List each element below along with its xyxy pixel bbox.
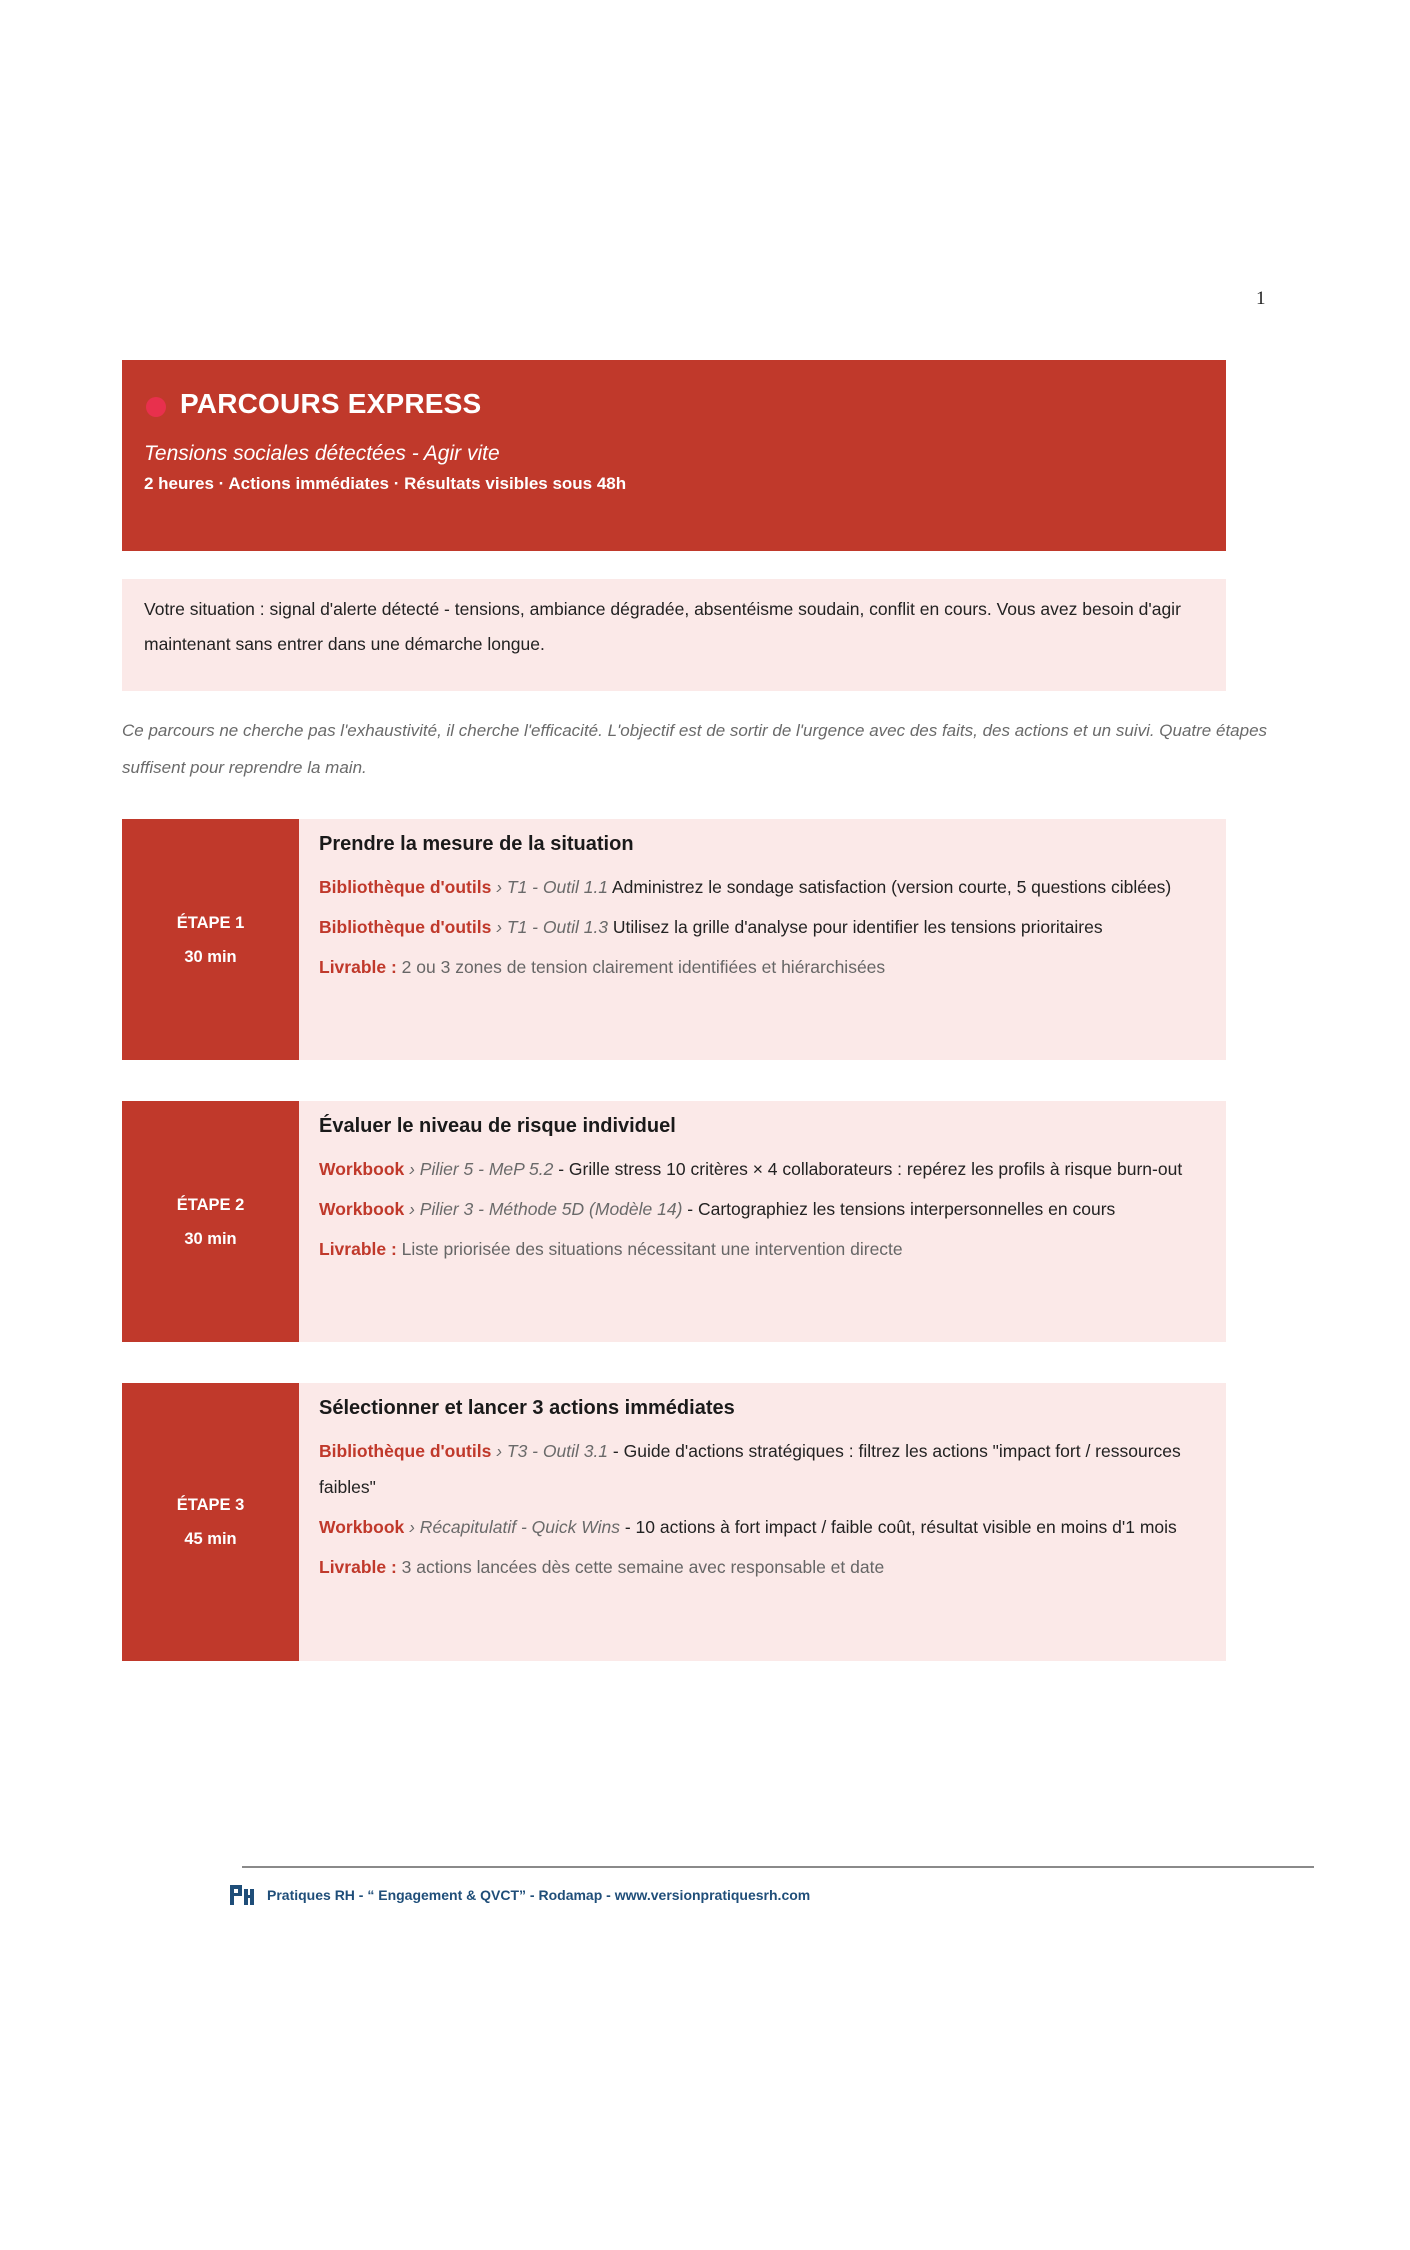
step-3 — [122, 1383, 1226, 1661]
step-1 — [122, 819, 1226, 1060]
step-1-label-box — [122, 819, 299, 1060]
step-1-item-1 — [319, 869, 1206, 905]
rh-logo-icon — [229, 1883, 255, 1907]
step-3-item-2-text: - 10 actions à fort impact / faible coût, résultat visible en moins d'1 mois — [619, 1517, 1177, 1537]
footer — [229, 1883, 810, 1907]
step-2-duration: 30 min — [184, 1229, 237, 1248]
step-3-deliverable — [319, 1549, 1206, 1585]
step-3-duration: 45 min — [184, 1530, 237, 1548]
step-1-item-1-source: Bibliothèque d'outils — [319, 877, 492, 897]
step-3-item-2 — [319, 1509, 1206, 1545]
step-2-body — [299, 1101, 1226, 1342]
step-3-item-2-source: Workbook — [319, 1517, 405, 1537]
step-1-body — [299, 819, 1226, 1060]
step-1-item-1-text: Administrez le sondage satisfaction (version courte, 5 questions ciblées) — [608, 877, 1172, 897]
step-1-number: ÉTAPE 1 — [176, 913, 245, 932]
step-2-deliverable-text: Liste priorisée des situations nécessitant une intervention directe — [396, 1239, 903, 1259]
page-title: PARCOURS EXPRESS — [180, 388, 482, 419]
step-1-deliverable-label: Livrable : — [319, 957, 397, 977]
step-1-item-2 — [319, 909, 1206, 945]
step-2-item-1-text: - Grille stress 10 critères × 4 collaborateurs : repérez les profils à risque burn-out — [553, 1159, 1183, 1179]
step-2-deliverable — [319, 1231, 1206, 1267]
step-3-deliverable-text: 3 actions lancées dès cette semaine avec responsable et date — [396, 1557, 885, 1577]
step-2-title: Évaluer le niveau de risque individuel — [319, 1115, 676, 1137]
page-number: 1 — [1256, 288, 1266, 309]
step-3-item-1 — [319, 1433, 1206, 1505]
step-1-item-1-ref: › T1 - Outil 1.1 — [491, 877, 609, 897]
step-2 — [122, 1101, 1226, 1342]
intro-text: Ce parcours ne cherche pas l'exhaustivité, il cherche l'efficacité. L'objectif est de sortir de l'urgence avec des faits, des actions et un suivi. Quatre étapes suffisent pour reprendre la main. — [122, 721, 1268, 777]
step-2-item-2-text: - Cartographiez les tensions interpersonnelles en cours — [682, 1199, 1116, 1219]
step-3-number: ÉTAPE 3 — [176, 1496, 245, 1514]
step-1-deliverable-text: 2 ou 3 zones de tension clairement identifiées et hiérarchisées — [396, 957, 886, 977]
step-3-deliverable-label: Livrable : — [319, 1557, 397, 1577]
step-3-item-2-ref: › Récapitulatif - Quick Wins — [404, 1517, 620, 1537]
step-2-label-box — [122, 1101, 299, 1342]
step-2-item-2 — [319, 1191, 1206, 1227]
situation-box: Votre situation : signal d'alerte détecté - tensions, ambiance dégradée, absentéisme soudain, conflit en cours. Vous avez besoin d'agir maintenant sans entrer dans une démarche longue. — [122, 579, 1226, 691]
step-1-item-2-ref: › T1 - Outil 1.3 — [491, 917, 609, 937]
step-1-deliverable — [319, 949, 1206, 985]
step-2-number: ÉTAPE 2 — [176, 1195, 245, 1214]
step-2-item-1 — [319, 1151, 1206, 1187]
step-2-item-2-source: Workbook — [319, 1199, 405, 1219]
step-2-item-2-ref: › Pilier 3 - Méthode 5D (Modèle 14) — [404, 1199, 683, 1219]
step-3-item-1-source: Bibliothèque d'outils — [319, 1441, 492, 1461]
step-1-item-2-text: Utilisez la grille d'analyse pour identifier les tensions prioritaires — [608, 917, 1103, 937]
header-title-row — [144, 382, 1204, 426]
footer-divider — [242, 1866, 1314, 1868]
step-3-label-box — [122, 1383, 299, 1661]
step-1-title: Prendre la mesure de la situation — [319, 833, 634, 855]
header-meta: 2 heures · Actions immédiates · Résultats visibles sous 48h — [144, 474, 627, 493]
step-2-item-1-ref: › Pilier 5 - MeP 5.2 — [404, 1159, 554, 1179]
step-3-item-1-text: - Guide d'actions stratégiques : filtrez les actions "impact fort / ressources faibles" — [319, 1441, 1181, 1497]
step-3-item-1-ref: › T3 - Outil 3.1 — [491, 1441, 609, 1461]
bullet-dot-icon — [146, 397, 166, 417]
header-subtitle: Tensions sociales détectées - Agir vite — [144, 442, 500, 465]
step-3-body — [299, 1383, 1226, 1661]
step-2-item-1-source: Workbook — [319, 1159, 405, 1179]
step-3-title: Sélectionner et lancer 3 actions immédiates — [319, 1397, 735, 1419]
parcours-header — [122, 360, 1226, 551]
step-2-deliverable-label: Livrable : — [319, 1239, 397, 1259]
step-1-duration: 30 min — [184, 947, 237, 966]
step-1-item-2-source: Bibliothèque d'outils — [319, 917, 492, 937]
footer-text: Pratiques RH - “ Engagement & QVCT” - Rodamap - www.versionpratiquesrh.com — [267, 1887, 811, 1903]
